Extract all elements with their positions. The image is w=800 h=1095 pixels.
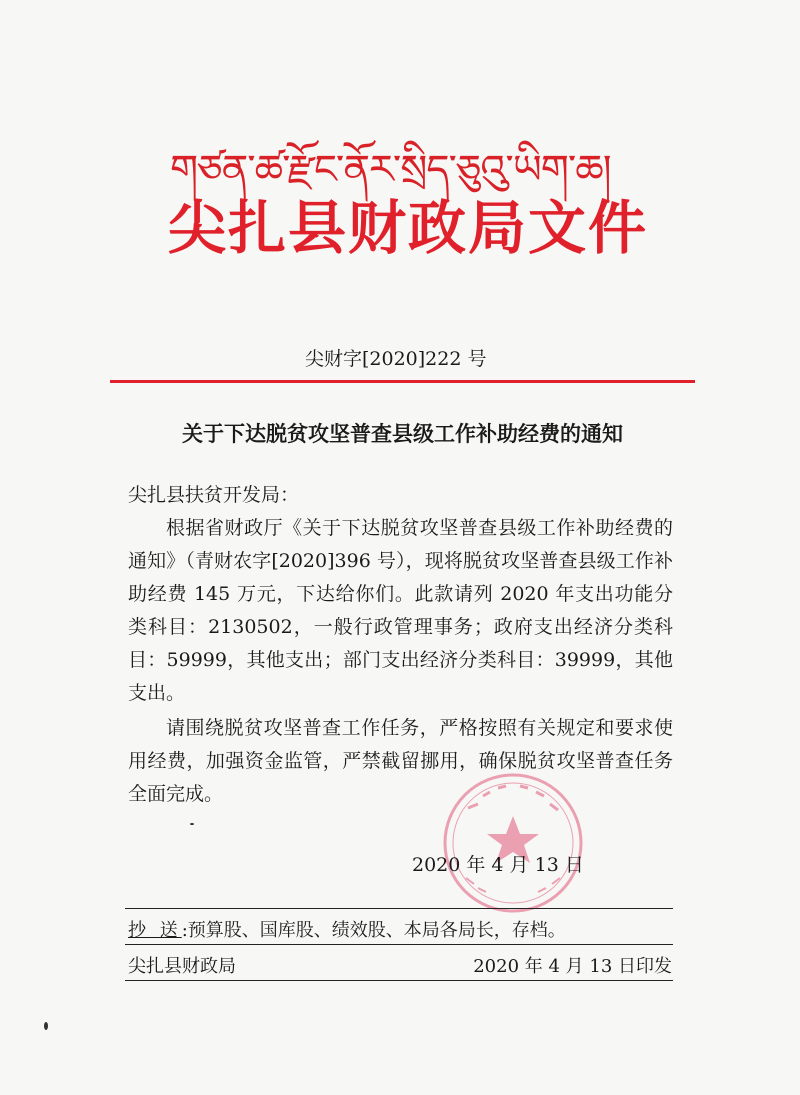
official-seal-icon <box>438 768 588 918</box>
footer-rule-bottom <box>125 980 673 981</box>
scan-speck <box>190 823 194 825</box>
cc-label: 抄 送 <box>128 920 182 941</box>
footer-rule-top <box>125 908 673 909</box>
scan-speck <box>44 1022 48 1030</box>
body-paragraph: 请围绕脱贫攻坚普查工作任务，严格按照有关规定和要求使用经费，加强资金监管，严禁截留挪用，确保脱贫攻坚普查任务全面完成。 <box>128 717 673 805</box>
cc-line <box>128 916 566 942</box>
tibetan-header: གཙན་ཚ་རྫོང་ནོར་སྲིད་ཅུའུ་ཡིག་ཆ། <box>170 147 611 193</box>
issuer-name: 尖扎县财政局 <box>128 956 236 977</box>
cc-recipients: :预算股、国库股、绩效股、本局各局长，存档。 <box>181 920 566 941</box>
footer-rule-middle <box>125 944 673 945</box>
red-header-title: 尖扎县财政局文件 <box>168 194 649 262</box>
issue-date: 2020 年 4 月 13 日 <box>412 854 584 876</box>
body-paragraph: 根据省财政厅《关于下达脱贫攻坚普查县级工作补助经费的通知》（青财农字[2020]396 号），现将脱贫攻坚普查县级工作补助经费 145 万元，下达给你们。此款请列 2020 年支出功能分类科目：2130502，一般行政管理事务；政府支出经济分类科目：59999，其他支出；部门支出经济分类科目：39999，其他支出。 <box>128 517 673 704</box>
notice-title: 关于下达脱贫攻坚普查县级工作补助经费的通知 <box>182 422 623 446</box>
print-date: 2020 年 4 月 13 日印发 <box>473 956 672 977</box>
addressee: 尖扎县扶贫开发局： <box>128 484 300 506</box>
red-separator-line <box>110 380 695 383</box>
document-number: 尖财字[2020]222 号 <box>305 348 487 370</box>
